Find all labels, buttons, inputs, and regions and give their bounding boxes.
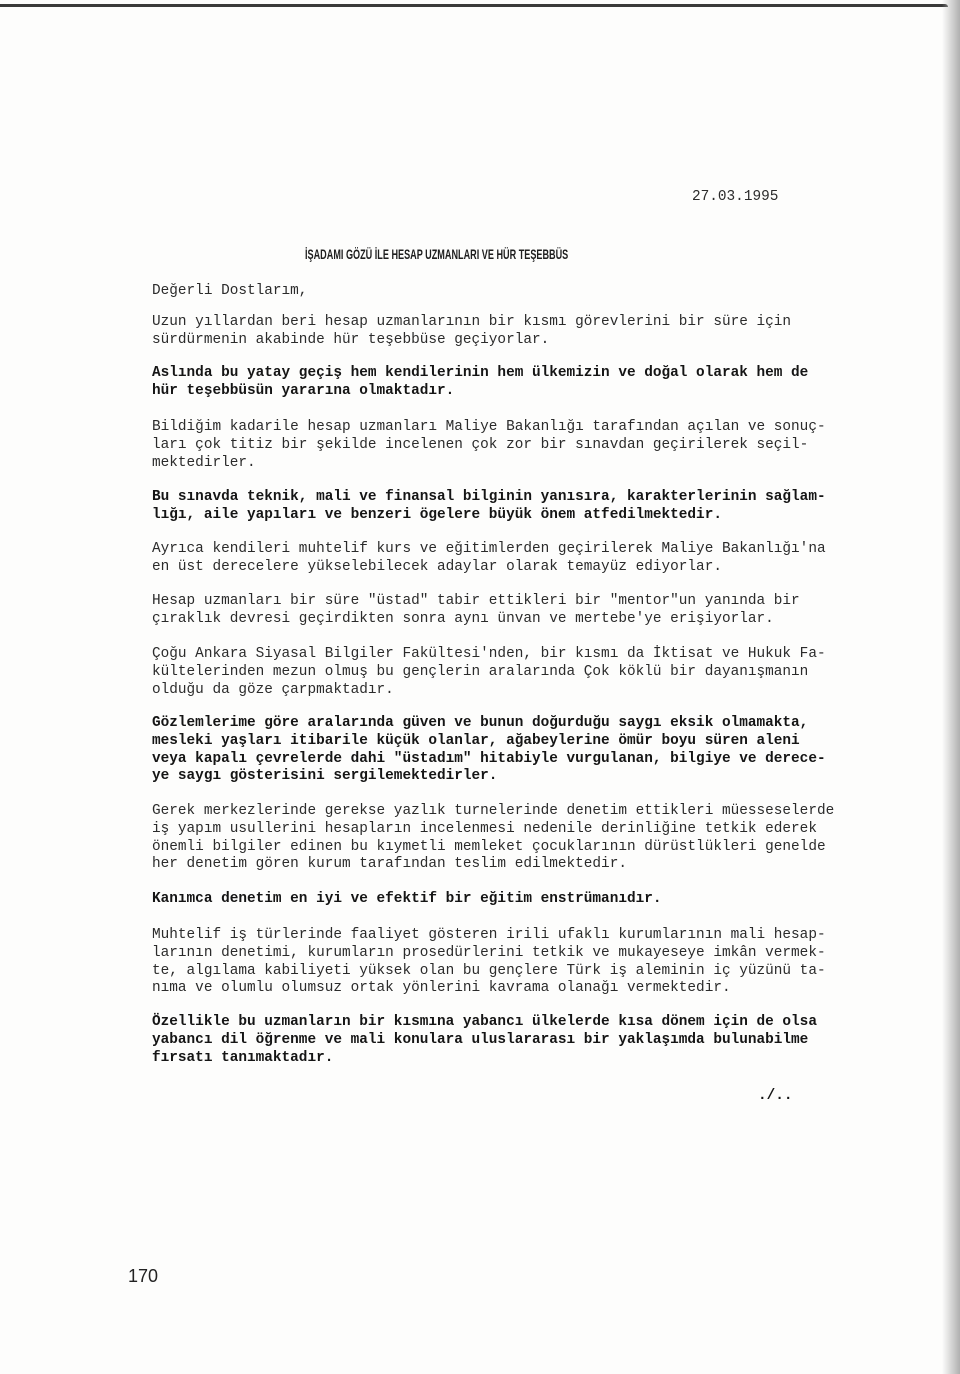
paragraph-1: Uzun yıllardan beri hesap uzmanlarının bir kısmı görevlerini bir süre için sürdürmenin akabinde hür teşebbüse geçiyorlar. <box>152 314 792 348</box>
page-number: 170 <box>128 1266 159 1286</box>
paragraph-10: Kanımca denetim en iyi ve efektif bir eğitim enstrümanıdır. <box>152 891 662 907</box>
paragraph-8: Gözlemlerime göre aralarında güven ve bunun doğurduğu saygı eksik olmamakta, mesleki yaşları itibarile küçük olanlar, ağabeylerine ömür boyu süren aleni veya kapalı çevrelerde dahi "üstadım" hitabiyle vurgulanan, bilgiye ve derece- ye saygı gösterisini sergilemektedirler. <box>152 715 826 785</box>
paragraph-11: Muhtelif iş türlerinde faaliyet gösteren irili ufaklı kurumlarının mali hesap- larının denetimi, kurumların prosedürlerini tetkik ve mukayeseye imkân vermek- te, algılama kabiliyeti yüksek olan bu gençlere Türk iş aleminin iç yüzünü ta- nıma ve olumlu olumsuz ortak yönlerini kavrama olanağı vermektedir. <box>152 927 826 997</box>
paragraph-9: Gerek merkezlerinde gerekse yazlık turnelerinde denetim ettikleri müesseselerde iş yapım usullerini hesapların incelenmesi nedenile derinliğine tetkik ederek önemli bilgiler edinen bu kıymetli memleket çocuklarının dürüstlükleri genelde her denetim gören kurum tarafından teslim edilmektedir. <box>152 803 835 873</box>
paragraph-2: Aslında bu yatay geçiş hem kendilerinin hem ülkemizin ve doğal olarak hem de hür teşebbüsün yararına olmaktadır. <box>152 365 809 399</box>
document-title: İŞADAMI GÖZÜ İLE HESAP UZMANLARI VE HÜR TEŞEBBÜS <box>305 246 569 262</box>
paragraph-6: Hesap uzmanları bir süre "üstad" tabir ettikleri bir "mentor"un yanında bir çıraklık devresi geçirdikten sonra aynı ünvan ve mertebe'ye erişiyorlar. <box>152 593 800 627</box>
paragraph-12: Özellikle bu uzmanların bir kısmına yabancı ülkelerde kısa dönem için de olsa yabancı dil öğrenme ve mali konulara uluslararası bir yaklaşımda bulunabilme fırsatı tanımaktadır. <box>152 1014 817 1066</box>
letter-date: 27.03.1995 <box>692 189 779 205</box>
paragraph-5: Ayrıca kendileri muhtelif kurs ve eğitimlerden geçirilerek Maliye Bakanlığı'na en üst derecelere yükselebilecek adaylar olarak temayüz ediyorlar. <box>152 541 826 575</box>
continuation-mark: ./.. <box>758 1088 793 1104</box>
paragraph-7: Çoğu Ankara Siyasal Bilgiler Fakültesi'nden, bir kısmı da İktisat ve Hukuk Fa- kültelerinden mezun olmuş bu gençlerin aralarında Çok köklü bir dayanışmanın olduğu da göze çarpmaktadır. <box>152 646 826 698</box>
paragraph-4: Bu sınavda teknik, mali ve finansal bilginin yanısıra, karakterlerinin sağlam- lığı, aile yapıları ve benzeri ögelere büyük önem atfedilmektedir. <box>152 489 826 523</box>
salutation: Değerli Dostlarım, <box>152 283 308 299</box>
paragraph-3: Bildiğim kadarile hesap uzmanları Maliye Bakanlığı tarafından açılan ve sonuç- ları çok titiz bir şekilde incelenen çok zor bir sınavdan geçirilerek seçil- mektedirler. <box>152 419 826 471</box>
